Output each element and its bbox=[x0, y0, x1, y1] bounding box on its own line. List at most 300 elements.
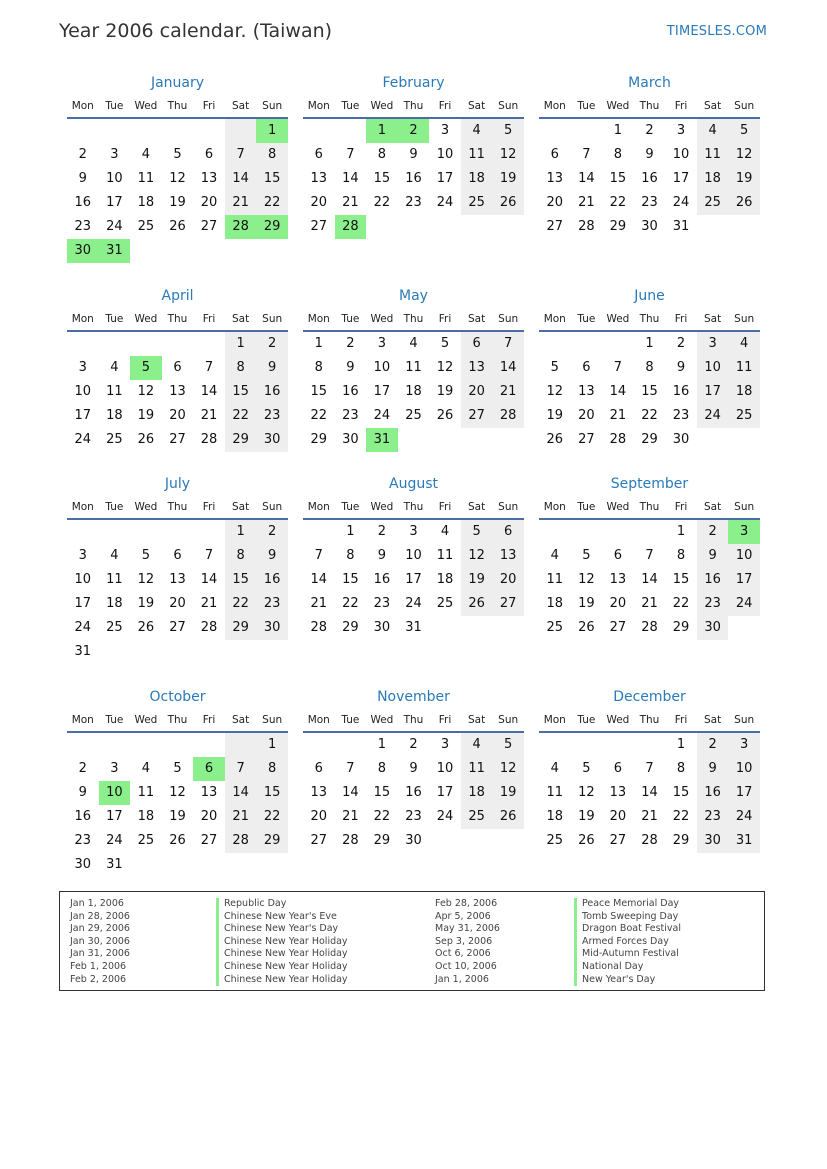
day-cell[interactable]: 10 bbox=[74, 384, 92, 399]
day-cell[interactable]: 19 bbox=[137, 408, 155, 423]
day-cell[interactable]: 19 bbox=[546, 408, 564, 423]
day-cell[interactable]: 21 bbox=[609, 408, 627, 423]
day-cell[interactable]: 24 bbox=[405, 596, 422, 611]
day-cell[interactable]: 24 bbox=[436, 195, 454, 210]
day-cell[interactable]: 20 bbox=[609, 809, 627, 824]
day-cell[interactable]: 15 bbox=[310, 384, 328, 399]
day-cell[interactable]: 6 bbox=[492, 520, 524, 544]
day-cell[interactable]: 11 bbox=[728, 356, 760, 380]
day-cell[interactable]: 25 bbox=[546, 620, 564, 635]
day-cell[interactable]: 2 bbox=[676, 336, 686, 351]
day-cell[interactable]: 21 bbox=[641, 596, 658, 611]
day-cell[interactable]: 1 bbox=[377, 737, 387, 752]
day-cell[interactable]: 2 bbox=[697, 520, 729, 544]
day-cell[interactable]: 23 bbox=[342, 408, 359, 423]
day-cell[interactable]: 22 bbox=[641, 408, 658, 423]
day-cell[interactable]: 28 bbox=[200, 620, 218, 635]
holiday-day-cell[interactable]: 31 bbox=[99, 239, 131, 263]
day-cell[interactable]: 13 bbox=[578, 384, 595, 399]
day-cell[interactable]: 3 bbox=[676, 123, 686, 138]
day-cell[interactable]: 14 bbox=[342, 171, 359, 186]
day-cell[interactable]: 14 bbox=[342, 785, 359, 800]
day-cell[interactable]: 16 bbox=[342, 384, 359, 399]
day-cell[interactable]: 19 bbox=[169, 809, 186, 824]
day-cell[interactable]: 12 bbox=[169, 171, 186, 186]
day-cell[interactable]: 20 bbox=[609, 596, 627, 611]
day-cell[interactable]: 8 bbox=[256, 757, 288, 781]
day-cell[interactable]: 26 bbox=[461, 592, 493, 616]
day-cell[interactable]: 6 bbox=[613, 761, 623, 776]
day-cell[interactable]: 18 bbox=[461, 781, 493, 805]
day-cell[interactable]: 4 bbox=[461, 119, 493, 143]
day-cell[interactable]: 22 bbox=[672, 596, 690, 611]
day-cell[interactable]: 3 bbox=[440, 123, 450, 138]
day-cell[interactable]: 28 bbox=[641, 620, 658, 635]
day-cell[interactable]: 13 bbox=[609, 572, 627, 587]
day-cell[interactable]: 10 bbox=[74, 572, 92, 587]
holiday-day-cell[interactable]: 3 bbox=[728, 520, 760, 544]
day-cell[interactable]: 25 bbox=[546, 833, 564, 848]
day-cell[interactable]: 13 bbox=[169, 384, 186, 399]
day-cell[interactable]: 27 bbox=[310, 219, 328, 234]
day-cell[interactable]: 28 bbox=[492, 404, 524, 428]
day-cell[interactable]: 18 bbox=[436, 572, 454, 587]
day-cell[interactable]: 27 bbox=[310, 833, 328, 848]
day-cell[interactable]: 2 bbox=[697, 733, 729, 757]
day-cell[interactable]: 3 bbox=[110, 761, 119, 776]
day-cell[interactable]: 5 bbox=[492, 119, 524, 143]
day-cell[interactable]: 18 bbox=[137, 195, 155, 210]
day-cell[interactable]: 27 bbox=[546, 219, 564, 234]
day-cell[interactable]: 13 bbox=[169, 572, 186, 587]
day-cell[interactable]: 17 bbox=[436, 171, 454, 186]
day-cell[interactable]: 7 bbox=[346, 147, 355, 162]
day-cell[interactable]: 15 bbox=[373, 785, 391, 800]
day-cell[interactable]: 17 bbox=[697, 380, 729, 404]
day-cell[interactable]: 27 bbox=[609, 620, 627, 635]
holiday-day-cell[interactable]: 5 bbox=[130, 356, 162, 380]
day-cell[interactable]: 31 bbox=[74, 644, 92, 659]
day-cell[interactable]: 26 bbox=[169, 219, 186, 234]
day-cell[interactable]: 6 bbox=[550, 147, 559, 162]
day-cell[interactable]: 30 bbox=[256, 428, 288, 452]
day-cell[interactable]: 5 bbox=[173, 761, 182, 776]
day-cell[interactable]: 20 bbox=[578, 408, 595, 423]
day-cell[interactable]: 27 bbox=[461, 404, 493, 428]
day-cell[interactable]: 7 bbox=[314, 548, 323, 563]
day-cell[interactable]: 26 bbox=[137, 432, 155, 447]
day-cell[interactable]: 19 bbox=[578, 596, 595, 611]
day-cell[interactable]: 27 bbox=[200, 219, 218, 234]
day-cell[interactable]: 21 bbox=[342, 809, 359, 824]
day-cell[interactable]: 28 bbox=[609, 432, 627, 447]
day-cell[interactable]: 9 bbox=[256, 356, 288, 380]
day-cell[interactable]: 23 bbox=[74, 833, 92, 848]
day-cell[interactable]: 10 bbox=[436, 147, 454, 162]
day-cell[interactable]: 26 bbox=[546, 432, 564, 447]
day-cell[interactable]: 8 bbox=[346, 548, 355, 563]
day-cell[interactable]: 29 bbox=[672, 620, 690, 635]
day-cell[interactable]: 1 bbox=[314, 336, 323, 351]
day-cell[interactable]: 20 bbox=[461, 380, 493, 404]
day-cell[interactable]: 26 bbox=[436, 408, 454, 423]
day-cell[interactable]: 8 bbox=[377, 761, 387, 776]
day-cell[interactable]: 5 bbox=[582, 548, 591, 563]
day-cell[interactable]: 8 bbox=[613, 147, 623, 162]
day-cell[interactable]: 22 bbox=[256, 191, 288, 215]
day-cell[interactable]: 8 bbox=[256, 143, 288, 167]
day-cell[interactable]: 22 bbox=[256, 805, 288, 829]
day-cell[interactable]: 11 bbox=[137, 171, 155, 186]
day-cell[interactable]: 21 bbox=[200, 596, 218, 611]
day-cell[interactable]: 11 bbox=[137, 785, 155, 800]
day-cell[interactable]: 1 bbox=[676, 524, 686, 539]
day-cell[interactable]: 11 bbox=[106, 572, 123, 587]
day-cell[interactable]: 24 bbox=[697, 404, 729, 428]
day-cell[interactable]: 28 bbox=[578, 219, 595, 234]
day-cell[interactable]: 6 bbox=[173, 548, 182, 563]
day-cell[interactable]: 4 bbox=[110, 360, 119, 375]
day-cell[interactable]: 4 bbox=[141, 761, 151, 776]
holiday-day-cell[interactable]: 6 bbox=[193, 757, 225, 781]
holiday-day-cell[interactable]: 2 bbox=[398, 119, 430, 143]
day-cell[interactable]: 20 bbox=[200, 809, 218, 824]
day-cell[interactable]: 16 bbox=[697, 568, 729, 592]
day-cell[interactable]: 16 bbox=[256, 380, 288, 404]
day-cell[interactable]: 11 bbox=[405, 360, 422, 375]
day-cell[interactable]: 24 bbox=[373, 408, 391, 423]
day-cell[interactable]: 23 bbox=[405, 195, 422, 210]
holiday-day-cell[interactable]: 30 bbox=[67, 239, 99, 263]
day-cell[interactable]: 28 bbox=[310, 620, 328, 635]
day-cell[interactable]: 1 bbox=[613, 123, 623, 138]
day-cell[interactable]: 16 bbox=[697, 781, 729, 805]
day-cell[interactable]: 9 bbox=[409, 761, 418, 776]
day-cell[interactable]: 12 bbox=[169, 785, 186, 800]
day-cell[interactable]: 24 bbox=[74, 620, 92, 635]
day-cell[interactable]: 30 bbox=[672, 432, 690, 447]
day-cell[interactable]: 10 bbox=[405, 548, 422, 563]
day-cell[interactable]: 30 bbox=[342, 432, 359, 447]
day-cell[interactable]: 7 bbox=[204, 360, 214, 375]
day-cell[interactable]: 3 bbox=[440, 737, 450, 752]
day-cell[interactable]: 13 bbox=[200, 785, 218, 800]
day-cell[interactable]: 4 bbox=[141, 147, 151, 162]
day-cell[interactable]: 29 bbox=[342, 620, 359, 635]
day-cell[interactable]: 13 bbox=[546, 171, 564, 186]
day-cell[interactable]: 31 bbox=[728, 829, 760, 853]
day-cell[interactable]: 1 bbox=[225, 520, 257, 544]
day-cell[interactable]: 14 bbox=[225, 781, 257, 805]
day-cell[interactable]: 23 bbox=[641, 195, 658, 210]
holiday-day-cell[interactable]: 31 bbox=[366, 428, 398, 452]
day-cell[interactable]: 10 bbox=[728, 757, 760, 781]
day-cell[interactable]: 21 bbox=[578, 195, 595, 210]
day-cell[interactable]: 22 bbox=[609, 195, 627, 210]
day-cell[interactable]: 23 bbox=[697, 592, 729, 616]
day-cell[interactable]: 5 bbox=[440, 336, 450, 351]
day-cell[interactable]: 10 bbox=[106, 171, 123, 186]
day-cell[interactable]: 20 bbox=[169, 596, 186, 611]
day-cell[interactable]: 13 bbox=[461, 356, 493, 380]
day-cell[interactable]: 7 bbox=[645, 761, 654, 776]
day-cell[interactable]: 25 bbox=[405, 408, 422, 423]
day-cell[interactable]: 17 bbox=[728, 781, 760, 805]
day-cell[interactable]: 13 bbox=[492, 544, 524, 568]
day-cell[interactable]: 6 bbox=[613, 548, 623, 563]
day-cell[interactable]: 22 bbox=[225, 404, 257, 428]
day-cell[interactable]: 28 bbox=[225, 829, 257, 853]
day-cell[interactable]: 18 bbox=[697, 167, 729, 191]
day-cell[interactable]: 23 bbox=[405, 809, 422, 824]
holiday-day-cell[interactable]: 28 bbox=[335, 215, 367, 239]
day-cell[interactable]: 16 bbox=[74, 809, 92, 824]
day-cell[interactable]: 27 bbox=[169, 620, 186, 635]
day-cell[interactable]: 3 bbox=[409, 524, 418, 539]
day-cell[interactable]: 23 bbox=[74, 219, 92, 234]
day-cell[interactable]: 12 bbox=[728, 143, 760, 167]
day-cell[interactable]: 30 bbox=[74, 857, 92, 872]
day-cell[interactable]: 9 bbox=[377, 548, 387, 563]
day-cell[interactable]: 1 bbox=[676, 737, 686, 752]
day-cell[interactable]: 31 bbox=[106, 857, 123, 872]
day-cell[interactable]: 23 bbox=[672, 408, 690, 423]
day-cell[interactable]: 7 bbox=[204, 548, 214, 563]
day-cell[interactable]: 25 bbox=[697, 191, 729, 215]
day-cell[interactable]: 27 bbox=[609, 833, 627, 848]
day-cell[interactable]: 24 bbox=[728, 592, 760, 616]
day-cell[interactable]: 1 bbox=[256, 733, 288, 757]
day-cell[interactable]: 27 bbox=[169, 432, 186, 447]
day-cell[interactable]: 30 bbox=[641, 219, 658, 234]
day-cell[interactable]: 12 bbox=[492, 757, 524, 781]
day-cell[interactable]: 16 bbox=[641, 171, 658, 186]
day-cell[interactable]: 9 bbox=[78, 171, 87, 186]
day-cell[interactable]: 2 bbox=[377, 524, 387, 539]
day-cell[interactable]: 11 bbox=[546, 572, 564, 587]
day-cell[interactable]: 29 bbox=[672, 833, 690, 848]
day-cell[interactable]: 1 bbox=[225, 332, 257, 356]
day-cell[interactable]: 17 bbox=[373, 384, 391, 399]
day-cell[interactable]: 25 bbox=[106, 432, 123, 447]
day-cell[interactable]: 15 bbox=[256, 781, 288, 805]
day-cell[interactable]: 20 bbox=[492, 568, 524, 592]
day-cell[interactable]: 7 bbox=[225, 143, 257, 167]
day-cell[interactable]: 16 bbox=[373, 572, 391, 587]
day-cell[interactable]: 15 bbox=[373, 171, 391, 186]
day-cell[interactable]: 12 bbox=[137, 384, 155, 399]
day-cell[interactable]: 2 bbox=[645, 123, 654, 138]
day-cell[interactable]: 9 bbox=[676, 360, 686, 375]
day-cell[interactable]: 15 bbox=[609, 171, 627, 186]
day-cell[interactable]: 10 bbox=[373, 360, 391, 375]
day-cell[interactable]: 25 bbox=[137, 219, 155, 234]
day-cell[interactable]: 28 bbox=[641, 833, 658, 848]
day-cell[interactable]: 4 bbox=[461, 733, 493, 757]
day-cell[interactable]: 2 bbox=[256, 520, 288, 544]
day-cell[interactable]: 12 bbox=[492, 143, 524, 167]
day-cell[interactable]: 19 bbox=[461, 568, 493, 592]
day-cell[interactable]: 17 bbox=[74, 408, 92, 423]
day-cell[interactable]: 26 bbox=[169, 833, 186, 848]
day-cell[interactable]: 17 bbox=[74, 596, 92, 611]
day-cell[interactable]: 22 bbox=[342, 596, 359, 611]
day-cell[interactable]: 10 bbox=[672, 147, 690, 162]
day-cell[interactable]: 30 bbox=[697, 616, 729, 640]
day-cell[interactable]: 9 bbox=[409, 147, 418, 162]
day-cell[interactable]: 9 bbox=[346, 360, 355, 375]
day-cell[interactable]: 21 bbox=[492, 380, 524, 404]
day-cell[interactable]: 7 bbox=[582, 147, 591, 162]
day-cell[interactable]: 23 bbox=[697, 805, 729, 829]
day-cell[interactable]: 8 bbox=[676, 761, 686, 776]
day-cell[interactable]: 29 bbox=[225, 616, 257, 640]
day-cell[interactable]: 18 bbox=[106, 408, 123, 423]
day-cell[interactable]: 31 bbox=[672, 219, 690, 234]
day-cell[interactable]: 18 bbox=[405, 384, 422, 399]
day-cell[interactable]: 5 bbox=[728, 119, 760, 143]
day-cell[interactable]: 9 bbox=[697, 757, 729, 781]
day-cell[interactable]: 15 bbox=[672, 785, 690, 800]
day-cell[interactable]: 31 bbox=[405, 620, 422, 635]
day-cell[interactable]: 27 bbox=[492, 592, 524, 616]
day-cell[interactable]: 21 bbox=[310, 596, 328, 611]
day-cell[interactable]: 8 bbox=[225, 544, 257, 568]
day-cell[interactable]: 29 bbox=[225, 428, 257, 452]
day-cell[interactable]: 7 bbox=[613, 360, 623, 375]
day-cell[interactable]: 7 bbox=[645, 548, 654, 563]
day-cell[interactable]: 26 bbox=[492, 191, 524, 215]
day-cell[interactable]: 13 bbox=[200, 171, 218, 186]
day-cell[interactable]: 11 bbox=[697, 143, 729, 167]
day-cell[interactable]: 30 bbox=[256, 616, 288, 640]
day-cell[interactable]: 14 bbox=[492, 356, 524, 380]
day-cell[interactable]: 3 bbox=[110, 147, 119, 162]
day-cell[interactable]: 17 bbox=[728, 568, 760, 592]
day-cell[interactable]: 11 bbox=[461, 143, 493, 167]
day-cell[interactable]: 2 bbox=[256, 332, 288, 356]
day-cell[interactable]: 20 bbox=[169, 408, 186, 423]
day-cell[interactable]: 3 bbox=[377, 336, 387, 351]
day-cell[interactable]: 24 bbox=[436, 809, 454, 824]
day-cell[interactable]: 3 bbox=[728, 733, 760, 757]
day-cell[interactable]: 6 bbox=[204, 147, 214, 162]
day-cell[interactable]: 19 bbox=[728, 167, 760, 191]
day-cell[interactable]: 8 bbox=[676, 548, 686, 563]
day-cell[interactable]: 4 bbox=[550, 761, 559, 776]
day-cell[interactable]: 19 bbox=[492, 781, 524, 805]
day-cell[interactable]: 24 bbox=[672, 195, 690, 210]
day-cell[interactable]: 20 bbox=[310, 195, 328, 210]
day-cell[interactable]: 25 bbox=[137, 833, 155, 848]
day-cell[interactable]: 19 bbox=[436, 384, 454, 399]
day-cell[interactable]: 14 bbox=[200, 384, 218, 399]
day-cell[interactable]: 8 bbox=[377, 147, 387, 162]
day-cell[interactable]: 9 bbox=[697, 544, 729, 568]
day-cell[interactable]: 18 bbox=[546, 809, 564, 824]
day-cell[interactable]: 26 bbox=[578, 833, 595, 848]
day-cell[interactable]: 21 bbox=[641, 809, 658, 824]
day-cell[interactable]: 19 bbox=[492, 167, 524, 191]
day-cell[interactable]: 7 bbox=[346, 761, 355, 776]
day-cell[interactable]: 22 bbox=[373, 809, 391, 824]
day-cell[interactable]: 6 bbox=[173, 360, 182, 375]
day-cell[interactable]: 13 bbox=[310, 785, 328, 800]
day-cell[interactable]: 20 bbox=[200, 195, 218, 210]
day-cell[interactable]: 1 bbox=[346, 524, 355, 539]
day-cell[interactable]: 9 bbox=[645, 147, 654, 162]
day-cell[interactable]: 18 bbox=[546, 596, 564, 611]
day-cell[interactable]: 11 bbox=[546, 785, 564, 800]
day-cell[interactable]: 21 bbox=[200, 408, 218, 423]
day-cell[interactable]: 16 bbox=[405, 171, 422, 186]
day-cell[interactable]: 24 bbox=[74, 432, 92, 447]
day-cell[interactable]: 16 bbox=[74, 195, 92, 210]
holiday-day-cell[interactable]: 1 bbox=[256, 119, 288, 143]
day-cell[interactable]: 20 bbox=[546, 195, 564, 210]
day-cell[interactable]: 24 bbox=[106, 219, 123, 234]
day-cell[interactable]: 6 bbox=[314, 761, 323, 776]
day-cell[interactable]: 6 bbox=[461, 332, 493, 356]
day-cell[interactable]: 14 bbox=[310, 572, 328, 587]
day-cell[interactable]: 29 bbox=[641, 432, 658, 447]
day-cell[interactable]: 9 bbox=[256, 544, 288, 568]
day-cell[interactable]: 11 bbox=[461, 757, 493, 781]
day-cell[interactable]: 25 bbox=[461, 805, 493, 829]
day-cell[interactable]: 10 bbox=[728, 544, 760, 568]
day-cell[interactable]: 24 bbox=[728, 805, 760, 829]
day-cell[interactable]: 8 bbox=[314, 360, 323, 375]
day-cell[interactable]: 18 bbox=[137, 809, 155, 824]
day-cell[interactable]: 14 bbox=[609, 384, 627, 399]
day-cell[interactable]: 28 bbox=[200, 432, 218, 447]
day-cell[interactable]: 26 bbox=[492, 805, 524, 829]
brand-link[interactable]: TIMESLES.COM bbox=[666, 24, 767, 39]
holiday-day-cell[interactable]: 10 bbox=[99, 781, 131, 805]
day-cell[interactable]: 23 bbox=[373, 596, 391, 611]
day-cell[interactable]: 14 bbox=[641, 785, 658, 800]
day-cell[interactable]: 29 bbox=[373, 833, 391, 848]
day-cell[interactable]: 4 bbox=[110, 548, 119, 563]
day-cell[interactable]: 30 bbox=[373, 620, 391, 635]
day-cell[interactable]: 29 bbox=[310, 432, 328, 447]
day-cell[interactable]: 4 bbox=[409, 336, 418, 351]
day-cell[interactable]: 21 bbox=[342, 195, 359, 210]
holiday-day-cell[interactable]: 29 bbox=[256, 215, 288, 239]
day-cell[interactable]: 15 bbox=[641, 384, 658, 399]
day-cell[interactable]: 29 bbox=[609, 219, 627, 234]
day-cell[interactable]: 8 bbox=[225, 356, 257, 380]
day-cell[interactable]: 22 bbox=[373, 195, 391, 210]
holiday-day-cell[interactable]: 28 bbox=[225, 215, 257, 239]
day-cell[interactable]: 11 bbox=[436, 548, 454, 563]
day-cell[interactable]: 22 bbox=[672, 809, 690, 824]
day-cell[interactable]: 13 bbox=[310, 171, 328, 186]
day-cell[interactable]: 18 bbox=[728, 380, 760, 404]
day-cell[interactable]: 20 bbox=[310, 809, 328, 824]
day-cell[interactable]: 12 bbox=[578, 572, 595, 587]
day-cell[interactable]: 12 bbox=[436, 360, 454, 375]
day-cell[interactable]: 26 bbox=[728, 191, 760, 215]
day-cell[interactable]: 17 bbox=[106, 809, 123, 824]
day-cell[interactable]: 19 bbox=[169, 195, 186, 210]
day-cell[interactable]: 17 bbox=[106, 195, 123, 210]
day-cell[interactable]: 30 bbox=[697, 829, 729, 853]
day-cell[interactable]: 19 bbox=[137, 596, 155, 611]
day-cell[interactable]: 12 bbox=[461, 544, 493, 568]
holiday-day-cell[interactable]: 1 bbox=[366, 119, 398, 143]
day-cell[interactable]: 17 bbox=[436, 785, 454, 800]
